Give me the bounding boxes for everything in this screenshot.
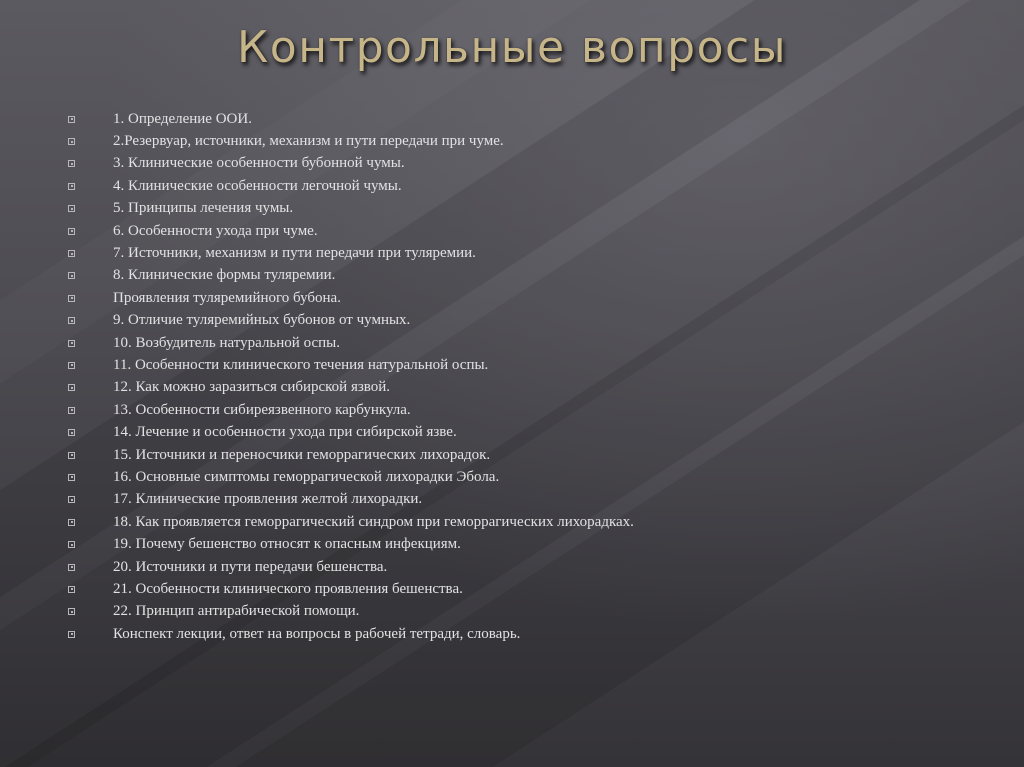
list-item-text: 4. Клинические особенности легочной чумы. [113,177,402,194]
list-item [68,265,634,287]
list-item [68,310,634,332]
square-bullet-icon [68,564,75,571]
square-bullet-icon [68,407,75,414]
list-item-text: 18. Как проявляется геморрагический синдром при геморрагических лихорадках. [113,513,634,530]
list-item-text: 5. Принципы лечения чумы. [113,200,294,217]
list-item-text: 3. Клинические особенности бубонной чумы. [113,155,405,172]
list-item-text: 7. Источники, механизм и пути передачи при туляремии. [113,245,476,262]
square-bullet-icon [68,362,75,369]
square-bullet-icon [68,340,75,347]
list-item-text: 12. Как можно заразиться сибирской язвой. [113,379,391,396]
questions-list [68,108,634,645]
list-item-text: 20. Источники и пути передачи бешенства. [113,558,388,575]
list-item [68,556,634,578]
square-bullet-icon [68,384,75,391]
list-item-text: 22. Принцип антирабической помощи. [113,603,360,620]
square-bullet-icon [68,250,75,257]
square-bullet-icon [68,138,75,145]
list-item [68,130,634,152]
list-item-text: 9. Отличие туляремийных бубонов от чумных. [113,312,411,329]
list-item [68,533,634,555]
list-item [68,242,634,264]
square-bullet-icon [68,116,75,123]
square-bullet-icon [68,474,75,481]
list-item [68,354,634,376]
list-item [68,377,634,399]
list-item [68,175,634,197]
list-item-text: Проявления туляремийного бубона. [113,289,341,306]
square-bullet-icon [68,295,75,302]
square-bullet-icon [68,541,75,548]
list-item-text: 21. Особенности клинического проявления бешенства. [113,580,463,597]
square-bullet-icon [68,317,75,324]
list-item-text: 10. Возбудитель натуральной оспы. [113,334,340,351]
list-item [68,287,634,309]
list-item [68,220,634,242]
slide-title: Контрольные вопросы [237,22,787,73]
list-item [68,623,634,645]
square-bullet-icon [68,160,75,167]
list-item-text: 17. Клинические проявления желтой лихорадки. [113,491,423,508]
list-item-text: 2.Резервуар, источники, механизм и пути передачи при чуме. [113,133,504,150]
list-item-text: 19. Почему бешенство относят к опасным инфекциям. [113,536,461,553]
square-bullet-icon [68,631,75,638]
square-bullet-icon [68,496,75,503]
square-bullet-icon [68,452,75,459]
list-item [68,399,634,421]
list-item [68,108,634,130]
square-bullet-icon [68,519,75,526]
list-item [68,153,634,175]
list-item [68,198,634,220]
list-item-text: Конспект лекции, ответ на вопросы в рабочей тетради, словарь. [113,625,521,642]
list-item [68,601,634,623]
square-bullet-icon [68,183,75,190]
list-item [68,332,634,354]
square-bullet-icon [68,205,75,212]
square-bullet-icon [68,586,75,593]
square-bullet-icon [68,272,75,279]
square-bullet-icon [68,429,75,436]
list-item [68,444,634,466]
list-item-text: 13. Особенности сибиреязвенного карбункула. [113,401,411,418]
list-item [68,421,634,443]
list-item [68,489,634,511]
list-item-text: 11. Особенности клинического течения натуральной оспы. [113,356,489,373]
list-item-text: 15. Источники и переносчики геморрагических лихорадок. [113,446,491,463]
list-item-text: 6. Особенности ухода при чуме. [113,222,318,239]
square-bullet-icon [68,228,75,235]
list-item-text: 1. Определение ООИ. [113,110,252,127]
list-item [68,511,634,533]
list-item [68,578,634,600]
list-item-text: 8. Клинические формы туляремии. [113,267,336,284]
list-item-text: 14. Лечение и особенности ухода при сибирской язве. [113,424,457,441]
list-item-text: 16. Основные симптомы геморрагической лихорадки Эбола. [113,468,500,485]
square-bullet-icon [68,608,75,615]
list-item [68,466,634,488]
